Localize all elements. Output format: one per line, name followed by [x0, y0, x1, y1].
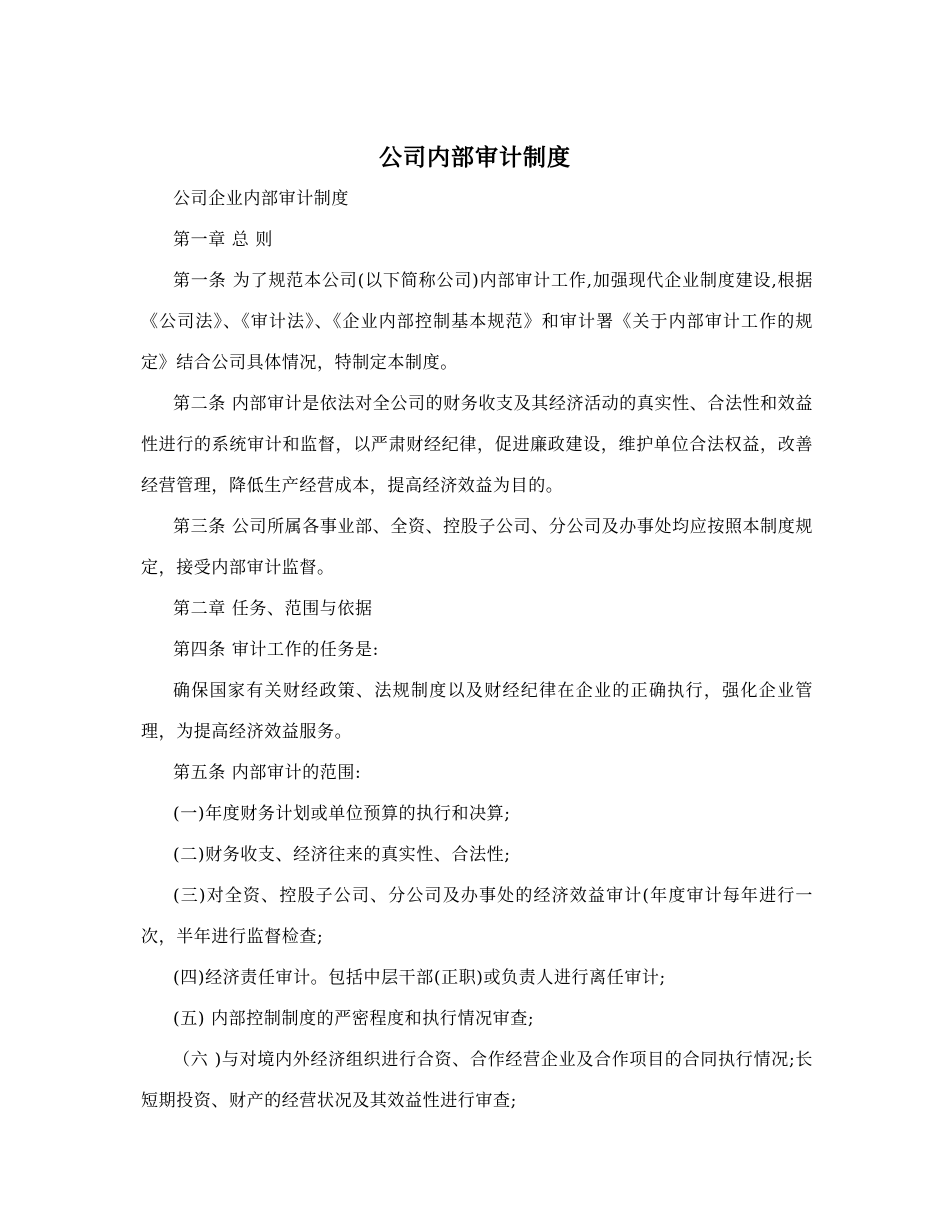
article-paragraph: 第四条 审计工作的任务是:: [173, 640, 379, 660]
article-paragraph: 第一条 为了规范本公司(以下简称公司)内部审计工作,加强现代企业制度建设,根据《公司法》、《审计法》、《企业内部控制基本规范》和审计署《关于内部审计工作的规定》结合公司具体情况，特制定本制度。: [141, 271, 813, 373]
chapter-heading: 第一章 总 则: [173, 230, 274, 250]
list-item: (二)财务收支、经济往来的真实性、合法性;: [173, 845, 511, 865]
list-item: （六 )与对境内外经济组织进行合资、合作经营企业及合作项目的合同执行情况;长短期投资、财产的经营状况及其效益性进行审查;: [141, 1050, 813, 1111]
article-paragraph: 第三条 公司所属各事业部、全资、控股子公司、分公司及办事处均应按照本制度规定，接受内部审计监督。: [141, 517, 813, 578]
document-title: 公司内部审计制度: [379, 144, 571, 171]
document-body: [141, 179, 813, 1122]
list-item: (一)年度财务计划或单位预算的执行和决算;: [173, 804, 511, 824]
body-paragraph: 确保国家有关财经政策、法规制度以及财经纪律在企业的正确执行，强化企业管理，为提高经济效益服务。: [141, 681, 813, 742]
article-paragraph: 第二条 内部审计是依法对全公司的财务收支及其经济活动的真实性、合法性和效益性进行的系统审计和监督，以严肃财经纪律，促进廉政建设，维护单位合法权益，改善经营管理，降低生产经营成本，提高经济效益为目的。: [141, 394, 813, 496]
subtitle-paragraph: 公司企业内部审计制度: [173, 189, 349, 209]
chapter-heading: 第二章 任务、范围与依据: [173, 599, 373, 619]
list-item: (四)经济责任审计。包括中层干部(正职)或负责人进行离任审计;: [173, 968, 666, 988]
list-item: (三)对全资、控股子公司、分公司及办事处的经济效益审计(年度审计每年进行一次，半年进行监督检查;: [141, 886, 813, 947]
list-item: (五) 内部控制制度的严密程度和执行情况审查;: [173, 1009, 535, 1029]
article-paragraph: 第五条 内部审计的范围:: [173, 763, 362, 783]
